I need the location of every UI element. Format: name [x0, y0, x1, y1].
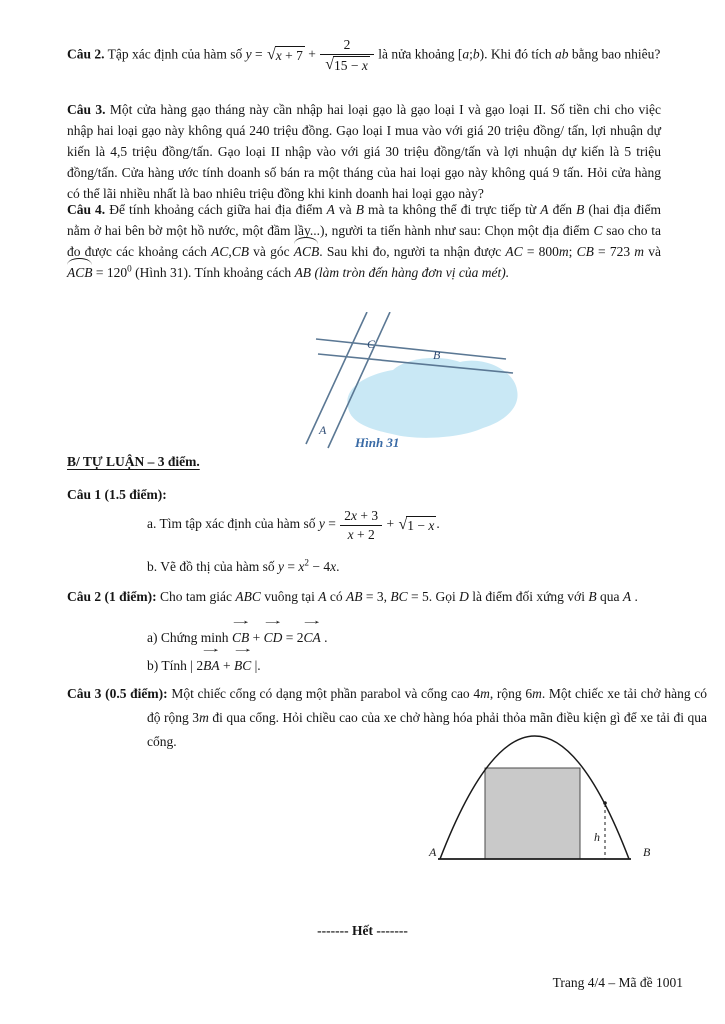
text-segment: Câu 2 (1 điểm): — [67, 589, 157, 604]
text-segment: CB — [231, 244, 249, 259]
section-b-title — [67, 451, 661, 472]
text-segment: AB — [294, 265, 312, 280]
essay-question-2-item-a: a) Chứng minh CB → + CD → = 2CA → . — [147, 627, 627, 648]
fraction-denominator: x + 2 — [340, 525, 382, 543]
text-segment: D — [459, 589, 469, 604]
fraction — [320, 37, 374, 73]
question-4-multiple-choice: Câu 4. Để tính khoảng cách giữa hai địa điểm A và B mà ta không thể đi trực tiếp từ A đến B (hai địa điểm nằm ở hai bên bờ một hồ nước, một đầm lầy...), người ta tiến hành như sau: Chọn một địa điểm C sao cho ta đo được các khoảng cách AC,CB và góc ACB. Sau khi đo, người ta nhận được AC = 800m; CB = 723 m và ACB = $120^0$ (Hình 31). Tính khoảng cách AB (làm tròn đến hàng đơn vị của mét). — [67, 199, 661, 283]
radicand: 1 − x — [407, 518, 435, 534]
text-segment: B — [576, 202, 585, 217]
text-segment: Câu 2. — [67, 46, 105, 62]
vector-arrow-icon: → — [300, 615, 325, 628]
fraction-numerator: 2x + 3 — [344, 508, 379, 523]
text-segment: x — [330, 559, 337, 574]
vector-arrow-icon: → — [260, 615, 285, 628]
question-2-multiple-choice: Câu 2. Tập xác định của hàm số y = √x + 7 + $\frac{2}{√15 - x}$ là nửa khoảng [a;b). Khi đó tích ab bằng bao nhiêu? — [67, 37, 661, 73]
question-3-multiple-choice: Câu 3. Một cửa hàng gạo tháng này cần nhập hai loại gạo là gạo loại I và gạo loại II. Số tiền chi cho việc nhập hai loại gạo này không quá 240 triệu đồng. Gạo loại I mua vào với giá 20 triệu đồng/ tấn, lợi nhuận dự kiến là 4,5 triệu đồng/tấn. Gạo loại II nhập vào với giá 30 triệu đồng/tấn và lợi nhuận dự kiến là 5 triệu đồng/tấn. Cửa hàng ước tính doanh số bán ra một tháng của hai loại gạo này không quá 9 tấn. Hỏi cửa hàng có thể lãi nhiều nhất là bao nhiêu triệu đồng khi kinh doanh hai loại gạo này? — [67, 102, 661, 201]
vector-symbol: CB → — [228, 615, 253, 645]
text-segment: m — [532, 686, 542, 701]
essay-question-3: Câu 3 (0.5 điểm): Một chiếc cổng có dạng một phần parabol và cổng cao 4m, rộng 6m. Một chiếc xe tải chở hàng có độ rộng 3m đi qua cổng. Hỏi chiều cao của xe chở hàng hóa phải thỏa mãn điều kiện gì để xe tải đi qua cổng. — [67, 686, 708, 749]
essay-question-1-item-a: a. Tìm tập xác định của hàm số y = $\frac{2x + 3}{x + 2}$ + √1 − x . — [147, 508, 440, 542]
text-segment: x — [347, 526, 354, 542]
text-segment: ABC — [235, 589, 261, 604]
essay-question-2-item-b: b) Tính | 2BA → + BC → |. — [147, 655, 627, 676]
radical-sign-icon: √ — [266, 46, 276, 64]
figure-hinh-31 — [288, 312, 543, 452]
fraction-denominator — [320, 54, 374, 74]
text-segment: b — [472, 46, 480, 62]
text-segment: B/ TỰ LUẬN – 3 điểm. — [67, 454, 200, 469]
radical — [324, 56, 370, 74]
text-segment: 2 — [304, 557, 309, 568]
text-segment: A — [326, 202, 335, 217]
text-segment: m — [199, 710, 209, 725]
vector-arrow-icon: → — [228, 615, 253, 628]
text-segment: x — [275, 48, 282, 64]
radical — [397, 515, 436, 536]
text-segment: Câu 3. — [67, 102, 106, 117]
text-segment: AC — [505, 244, 523, 259]
text-segment: A — [318, 589, 327, 604]
text-segment: AC — [211, 244, 229, 259]
text-segment: AB — [345, 589, 363, 604]
height-h-label: h — [594, 830, 600, 844]
text-segment: a — [462, 46, 470, 62]
text-segment: ab — [555, 46, 569, 62]
parabola-point-dot — [603, 801, 607, 805]
text-segment: Câu 3 (0.5 điểm): — [67, 686, 168, 701]
text-segment: x — [350, 508, 357, 523]
text-segment: B — [355, 202, 364, 217]
text-segment: x — [298, 559, 305, 574]
text-segment: BC — [390, 589, 408, 604]
truck-rectangle — [485, 768, 580, 859]
text-segment: A — [622, 589, 632, 604]
text-segment: x — [428, 518, 435, 534]
vector-arrow-icon: → — [199, 643, 224, 656]
text-segment: A — [540, 202, 549, 217]
vector-symbol: CD → — [260, 615, 285, 645]
point-b-label: B — [433, 348, 441, 362]
vector-symbol: BC → — [230, 643, 255, 673]
radicand: 15 − x — [333, 57, 368, 73]
essay-question-1-heading — [67, 484, 661, 505]
text-segment: y — [318, 516, 325, 532]
vector-symbol: CA → — [300, 615, 325, 645]
figure-parabola-gate — [425, 726, 665, 871]
page-footer: Trang 4/4 – Mã đề 1001 — [552, 975, 683, 990]
figure-caption: Hình 31 — [355, 435, 400, 450]
text-segment: ACB — [294, 241, 320, 262]
text-segment: m — [480, 686, 490, 701]
text-segment: C — [593, 223, 603, 238]
text-segment: B — [588, 589, 597, 604]
text-segment: (làm tròn đến hàng đơn vị của mét). — [314, 265, 510, 280]
text-segment: y — [245, 46, 252, 62]
point-a-label: A — [319, 423, 327, 437]
text-segment: m — [558, 244, 569, 259]
text-segment: m — [634, 244, 645, 259]
text-segment: ACB — [67, 262, 93, 283]
point-a-label: A — [429, 845, 437, 859]
vector-arrow-icon: → — [230, 643, 255, 656]
fraction — [340, 508, 382, 542]
text-segment: CB — [576, 244, 594, 259]
end-marker: ------- Hết ------- — [317, 923, 408, 938]
point-c-label: C — [367, 337, 376, 351]
fraction-numerator: 2 — [343, 37, 351, 52]
point-b-label: B — [643, 845, 651, 859]
radical — [266, 45, 305, 66]
radicand: x + 7 — [275, 48, 303, 64]
radical-sign-icon: √ — [325, 55, 334, 73]
lake-shape — [347, 358, 517, 438]
essay-question-2-heading: Câu 2 (1 điểm): Cho tam giác ABC vuông tại A có AB = 3, BC = 5. Gọi D là điểm đối xứng với B qua A . — [67, 589, 638, 604]
radical-sign-icon: √ — [398, 516, 408, 534]
text-segment: 0 — [127, 263, 132, 274]
essay-question-1-item-b: b. Vẽ đồ thị của hàm số $y = x^2 - 4x$. — [147, 557, 340, 574]
vector-symbol: BA → — [199, 643, 224, 673]
text-segment: Câu 4. — [67, 202, 106, 217]
text-segment: y — [277, 559, 284, 574]
text-segment: Câu 1 (1.5 điểm): — [67, 487, 167, 502]
text-segment: x — [361, 57, 368, 73]
